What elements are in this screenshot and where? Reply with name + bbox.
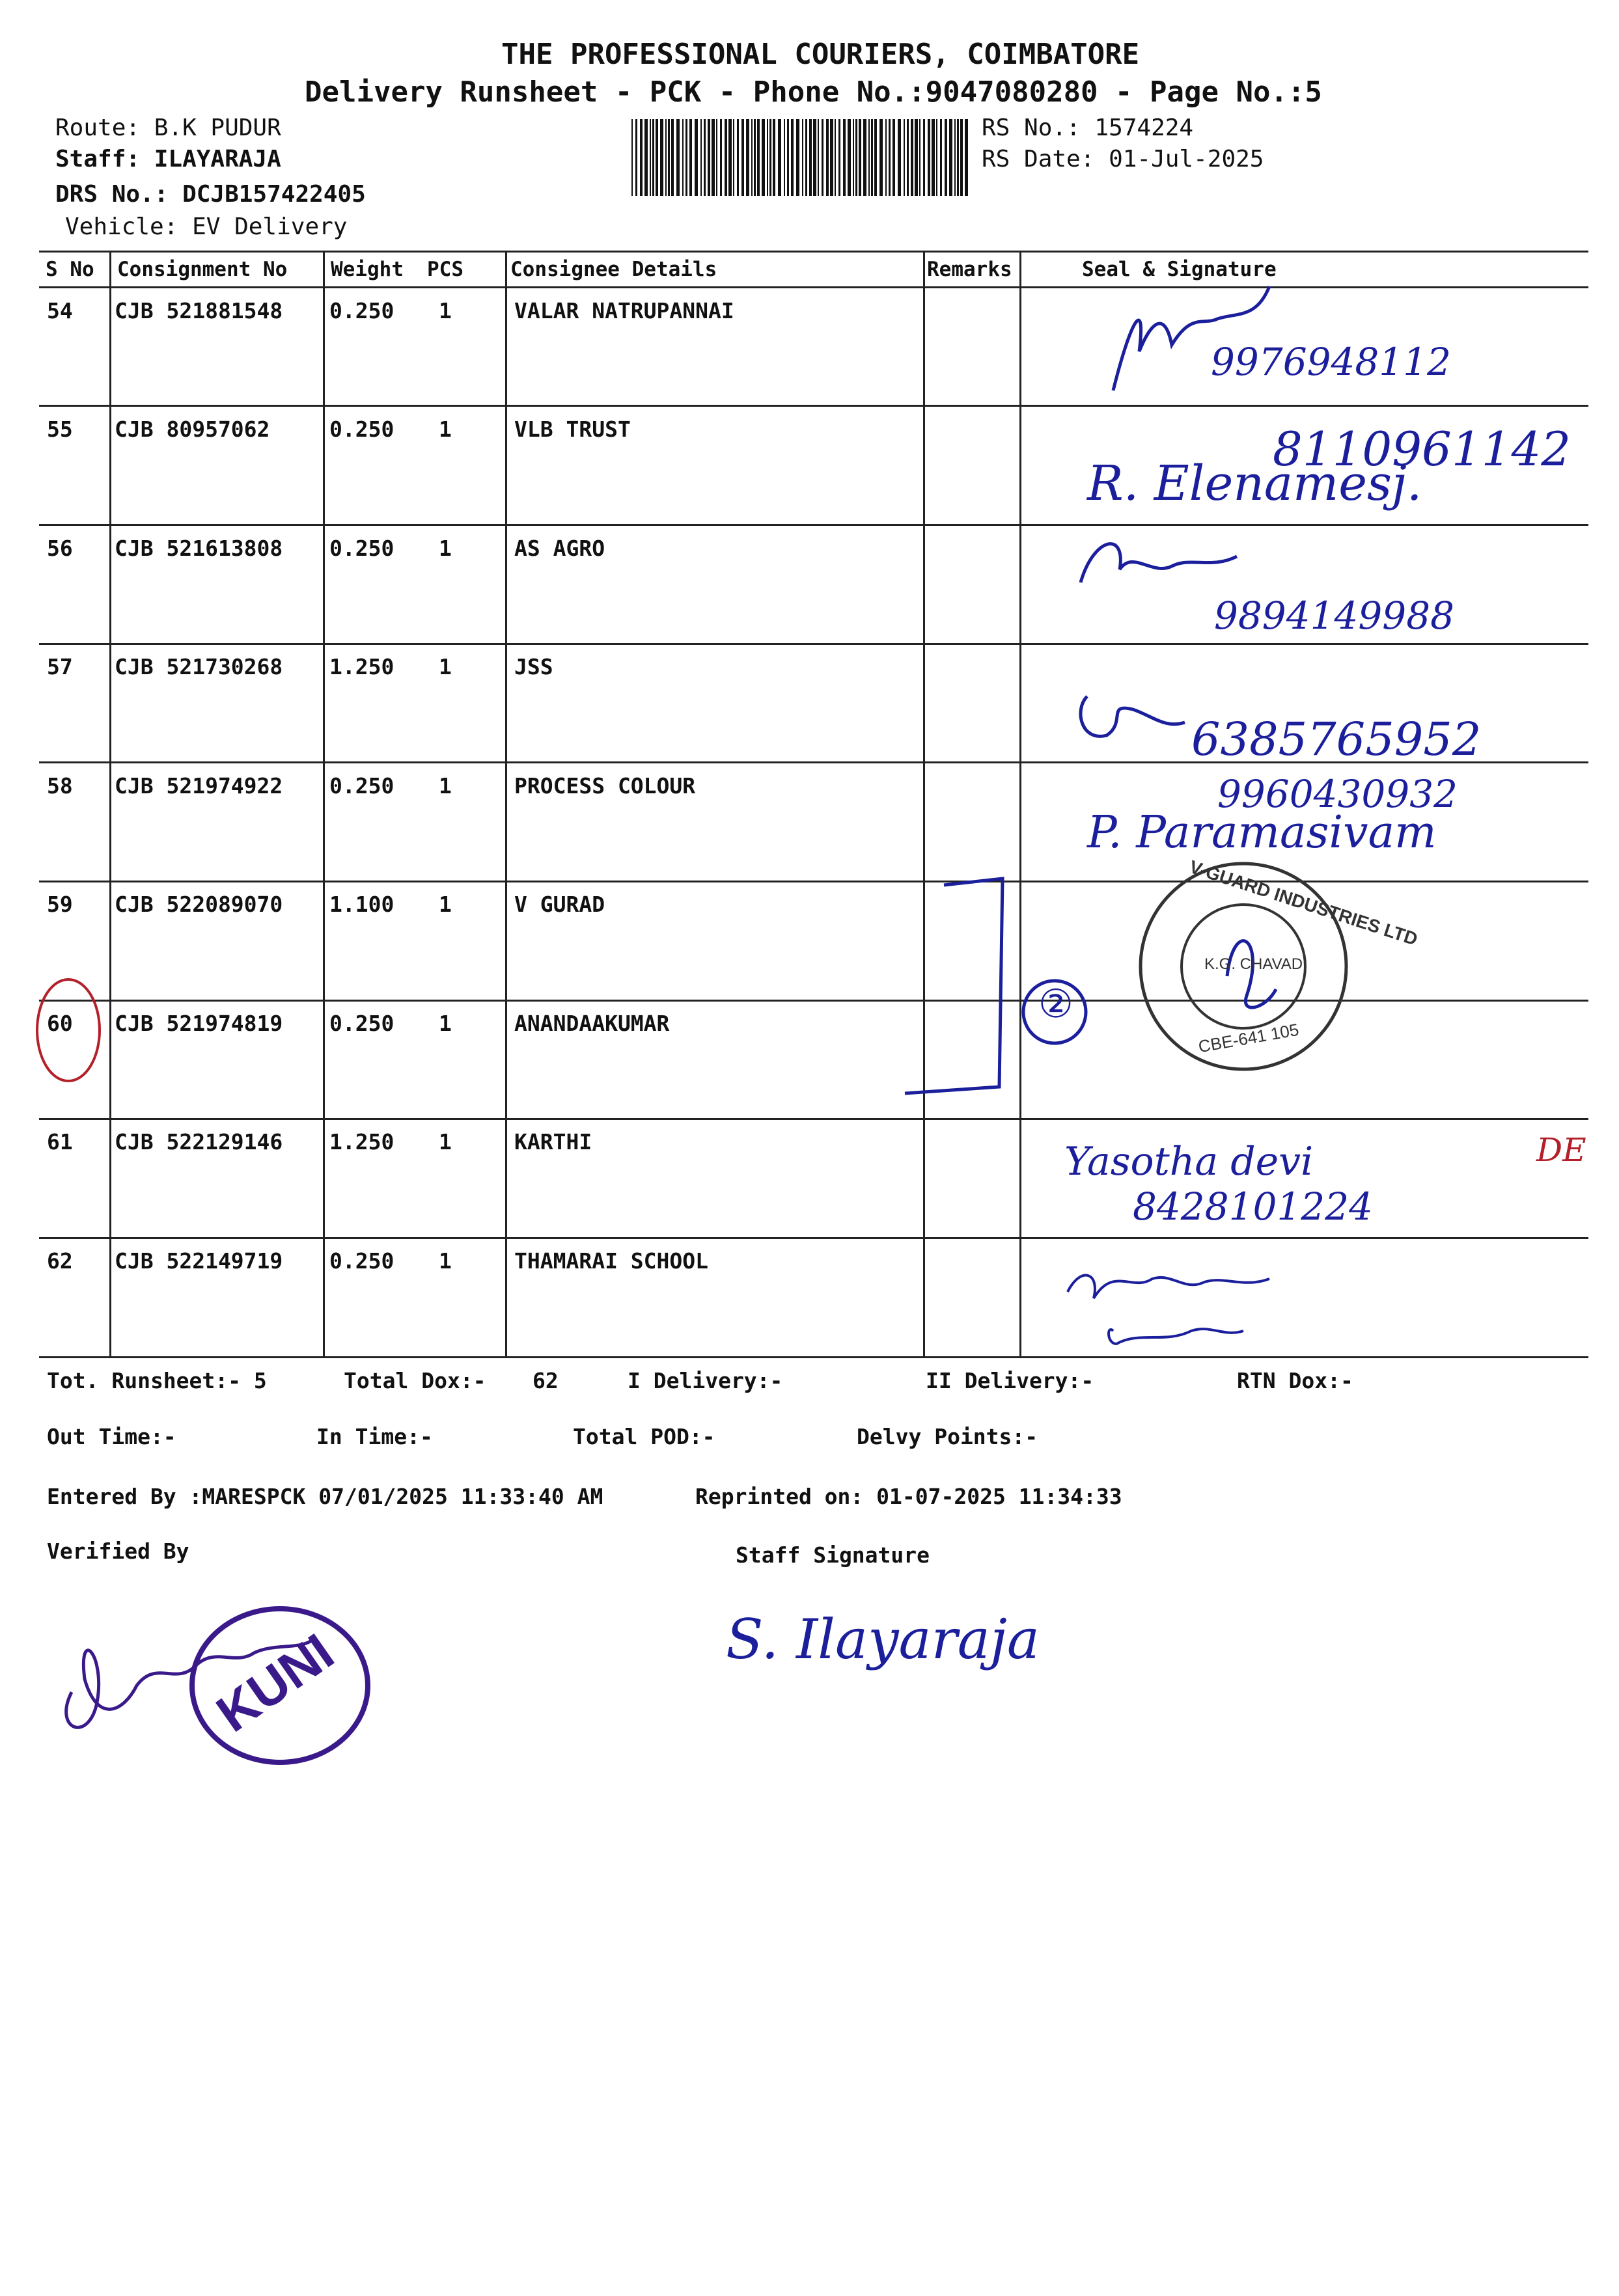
route-label: Route: B.K PUDUR bbox=[55, 115, 281, 141]
barcode-bar bbox=[640, 119, 643, 196]
barcode-bar bbox=[668, 119, 670, 196]
barcode-bar bbox=[879, 119, 883, 196]
row-consignment: CJB 521613808 bbox=[115, 536, 283, 561]
row-weight: 0.250 bbox=[329, 773, 394, 799]
page-title: THE PROFESSIONAL COURIERS, COIMBATORE bbox=[501, 38, 1140, 71]
barcode-bar bbox=[802, 119, 803, 196]
barcode bbox=[631, 119, 970, 196]
barcode-bar bbox=[822, 119, 823, 196]
row-pcs: 1 bbox=[439, 298, 452, 323]
row-consignee: V GURAD bbox=[514, 892, 605, 917]
row-consignment: CJB 521974819 bbox=[115, 1011, 283, 1036]
barcode-bar bbox=[769, 119, 771, 196]
barcode-bar bbox=[671, 119, 674, 196]
row-consignment: CJB 522129146 bbox=[115, 1129, 283, 1155]
red-circle-60 bbox=[33, 975, 104, 1086]
row-consignee: PROCESS COLOUR bbox=[514, 773, 696, 799]
barcode-bar bbox=[791, 119, 794, 196]
col-consignment: Consignment No bbox=[117, 258, 288, 281]
barcode-bar bbox=[784, 119, 785, 196]
total-dox-value: 62 bbox=[533, 1368, 559, 1393]
row-consignment: CJB 522089070 bbox=[115, 892, 283, 917]
signature-54 bbox=[1094, 273, 1289, 403]
row-pcs: 1 bbox=[439, 773, 452, 799]
row-consignment: CJB 521881548 bbox=[115, 298, 283, 323]
barcode-bar bbox=[720, 119, 722, 196]
barcode-bar bbox=[805, 119, 807, 196]
barcode-bar bbox=[965, 119, 968, 196]
row-sno: 59 bbox=[47, 892, 73, 917]
page-subtitle: Delivery Runsheet - PCK - Phone No.:9047080280 - Page No.:5 bbox=[305, 75, 1322, 109]
staff-signature-hand: S. Ilayaraja bbox=[726, 1607, 1040, 1671]
rs-number: RS No.: 1574224 bbox=[982, 115, 1194, 141]
in-time: In Time:- bbox=[316, 1424, 433, 1449]
row-sno: 55 bbox=[47, 417, 73, 442]
reprinted-on: Reprinted on: 01-07-2025 11:34:33 bbox=[695, 1484, 1122, 1509]
kuni-stamp: KUNI bbox=[206, 1622, 344, 1743]
barcode-bar bbox=[762, 119, 765, 196]
signature-57 bbox=[1068, 683, 1198, 755]
row-weight: 0.250 bbox=[329, 1248, 394, 1274]
barcode-bar bbox=[716, 119, 717, 196]
row-sno: 57 bbox=[47, 654, 73, 679]
barcode-bar bbox=[863, 119, 866, 196]
barcode-bar bbox=[695, 119, 698, 196]
barcode-bar bbox=[957, 119, 959, 196]
barcode-bar bbox=[874, 119, 877, 196]
row-consignment: CJB 522149719 bbox=[115, 1248, 283, 1274]
row-weight: 1.250 bbox=[329, 1129, 394, 1155]
tot-runsheet: Tot. Runsheet:- 5 bbox=[47, 1368, 267, 1393]
barcode-bar bbox=[885, 119, 887, 196]
row-pcs: 1 bbox=[439, 1129, 452, 1155]
barcode-bar bbox=[700, 119, 702, 196]
barcode-bar bbox=[907, 119, 909, 196]
barcode-bar bbox=[746, 119, 749, 196]
total-dox-label: Total Dox:- bbox=[344, 1368, 486, 1393]
vguard-stamp bbox=[1136, 856, 1420, 1074]
row-consignment: CJB 521730268 bbox=[115, 654, 283, 679]
barcode-bar bbox=[898, 119, 901, 196]
verified-by: Verified By bbox=[47, 1538, 189, 1564]
barcode-bar bbox=[757, 119, 760, 196]
barcode-bar bbox=[915, 119, 918, 196]
barcode-bar bbox=[848, 119, 851, 196]
barcode-bar bbox=[728, 119, 732, 196]
barcode-bar bbox=[904, 119, 905, 196]
row-sno: 56 bbox=[47, 536, 73, 561]
row-weight: 0.250 bbox=[329, 536, 394, 561]
barcode-bar bbox=[733, 119, 734, 196]
col-remarks: Remarks bbox=[927, 258, 1012, 281]
vguard-inner-text: K.G. CHAVADI bbox=[1204, 955, 1307, 973]
phone-61: 8428101224 bbox=[1133, 1184, 1374, 1229]
phone-57: 6385765952 bbox=[1191, 713, 1482, 766]
red-mark-61: DE bbox=[1536, 1131, 1586, 1169]
barcode-bar bbox=[911, 119, 913, 196]
row-pcs: 1 bbox=[439, 892, 452, 917]
barcode-bar bbox=[868, 119, 870, 196]
barcode-bar bbox=[853, 119, 854, 196]
col-consignee: Consignee Details bbox=[510, 258, 717, 281]
barcode-bar bbox=[871, 119, 873, 196]
row-consignee: THAMARAI SCHOOL bbox=[514, 1248, 709, 1274]
barcode-bar bbox=[813, 119, 816, 196]
barcode-bar bbox=[751, 119, 753, 196]
barcode-bar bbox=[708, 119, 710, 196]
barcode-bar bbox=[919, 119, 920, 196]
row-pcs: 1 bbox=[439, 1011, 452, 1036]
barcode-bar bbox=[787, 119, 789, 196]
drs-number: DRS No.: DCJB157422405 bbox=[55, 181, 366, 208]
name-55: R. Elenamesj. bbox=[1087, 456, 1422, 512]
barcode-bar bbox=[737, 119, 739, 196]
barcode-bar bbox=[945, 119, 947, 196]
rs-date: RS Date: 01-Jul-2025 bbox=[982, 146, 1264, 172]
barcode-bar bbox=[960, 119, 963, 196]
barcode-bar bbox=[644, 119, 648, 196]
row-pcs: 1 bbox=[439, 417, 452, 442]
barcode-bar bbox=[778, 119, 781, 196]
col-weight: Weight bbox=[331, 258, 404, 281]
delvy-points: Delvy Points:- bbox=[857, 1424, 1038, 1449]
col-seal-signature: Seal & Signature bbox=[1082, 258, 1277, 281]
circled-two: ② bbox=[1038, 981, 1073, 1027]
row-consignee: JSS bbox=[514, 654, 553, 679]
barcode-bar bbox=[796, 119, 799, 196]
vehicle-label: Vehicle: EV Delivery bbox=[65, 213, 348, 240]
barcode-bar bbox=[889, 119, 891, 196]
row-weight: 0.250 bbox=[329, 1011, 394, 1036]
out-time: Out Time:- bbox=[47, 1424, 176, 1449]
row-weight: 1.250 bbox=[329, 654, 394, 679]
row-sno: 61 bbox=[47, 1129, 73, 1155]
barcode-bar bbox=[712, 119, 715, 196]
barcode-bar bbox=[656, 119, 658, 196]
barcode-bar bbox=[767, 119, 768, 196]
row-pcs: 1 bbox=[439, 654, 452, 679]
rtn-dox: RTN Dox:- bbox=[1237, 1368, 1353, 1393]
barcode-bar bbox=[830, 119, 833, 196]
barcode-bar bbox=[843, 119, 846, 196]
total-pod: Total POD:- bbox=[573, 1424, 715, 1449]
barcode-bar bbox=[949, 119, 952, 196]
barcode-bar bbox=[954, 119, 956, 196]
row-consignee: ANANDAAKUMAR bbox=[514, 1011, 670, 1036]
signature-62 bbox=[1055, 1253, 1289, 1357]
barcode-bar bbox=[676, 119, 680, 196]
barcode-bar bbox=[893, 119, 895, 196]
barcode-bar bbox=[725, 119, 727, 196]
staff-label: Staff: ILAYARAJA bbox=[55, 146, 281, 172]
barcode-bar bbox=[838, 119, 840, 196]
phone-58: 9960430932 bbox=[1217, 772, 1458, 816]
barcode-bar bbox=[631, 119, 633, 196]
barcode-bar bbox=[932, 119, 935, 196]
row-sno: 62 bbox=[47, 1248, 73, 1274]
col-pcs: PCS bbox=[427, 258, 464, 281]
barcode-bar bbox=[682, 119, 684, 196]
row-weight: 0.250 bbox=[329, 298, 394, 323]
barcode-bar bbox=[773, 119, 775, 196]
barcode-bar bbox=[650, 119, 651, 196]
row-consignee: VLB TRUST bbox=[514, 417, 631, 442]
row-weight: 0.250 bbox=[329, 417, 394, 442]
barcode-bar bbox=[665, 119, 667, 196]
vguard-ring-text: V-GUARD INDUSTRIES LTD bbox=[1187, 856, 1420, 950]
barcode-bar bbox=[809, 119, 812, 196]
ii-delivery: II Delivery:- bbox=[926, 1368, 1094, 1393]
phone-54: 9976948112 bbox=[1211, 340, 1452, 384]
barcode-bar bbox=[689, 119, 692, 196]
barcode-bar bbox=[652, 119, 654, 196]
phone-56: 9894149988 bbox=[1214, 594, 1455, 638]
barcode-bar bbox=[826, 119, 829, 196]
row-consignee: KARTHI bbox=[514, 1129, 592, 1155]
barcode-bar bbox=[741, 119, 744, 196]
barcode-bar bbox=[685, 119, 687, 196]
barcode-bar bbox=[704, 119, 706, 196]
row-consignee: AS AGRO bbox=[514, 536, 605, 561]
name-61: Yasotha devi bbox=[1064, 1139, 1314, 1184]
row-consignment: CJB 80957062 bbox=[115, 417, 270, 442]
row-weight: 1.100 bbox=[329, 892, 394, 917]
row-sno: 60 bbox=[47, 1011, 73, 1036]
barcode-bar bbox=[835, 119, 836, 196]
row-sno: 58 bbox=[47, 773, 73, 799]
phone-55: 8110961142 bbox=[1273, 422, 1571, 476]
row-pcs: 1 bbox=[439, 536, 452, 561]
barcode-bar bbox=[859, 119, 861, 196]
barcode-bar bbox=[754, 119, 756, 196]
barcode-bar bbox=[928, 119, 930, 196]
vguard-code-text: CBE-641 105 bbox=[1197, 1019, 1301, 1057]
entered-by: Entered By :MARESPCK 07/01/2025 11:33:40 AM bbox=[47, 1484, 603, 1509]
bracket-mark bbox=[898, 872, 1029, 1106]
staff-signature-label: Staff Signature bbox=[736, 1542, 930, 1568]
barcode-bar bbox=[635, 119, 637, 196]
row-pcs: 1 bbox=[439, 1248, 452, 1274]
barcode-bar bbox=[936, 119, 937, 196]
row-consignment: CJB 521974922 bbox=[115, 773, 283, 799]
name-58: P. Paramasivam bbox=[1087, 807, 1437, 858]
barcode-bar bbox=[855, 119, 857, 196]
row-sno: 54 bbox=[47, 298, 73, 323]
barcode-bar bbox=[940, 119, 942, 196]
barcode-bar bbox=[660, 119, 663, 196]
col-sno: S No bbox=[46, 258, 94, 281]
barcode-bar bbox=[818, 119, 819, 196]
i-delivery: I Delivery:- bbox=[628, 1368, 783, 1393]
row-consignee: VALAR NATRUPANNAI bbox=[514, 298, 734, 323]
barcode-bar bbox=[923, 119, 925, 196]
